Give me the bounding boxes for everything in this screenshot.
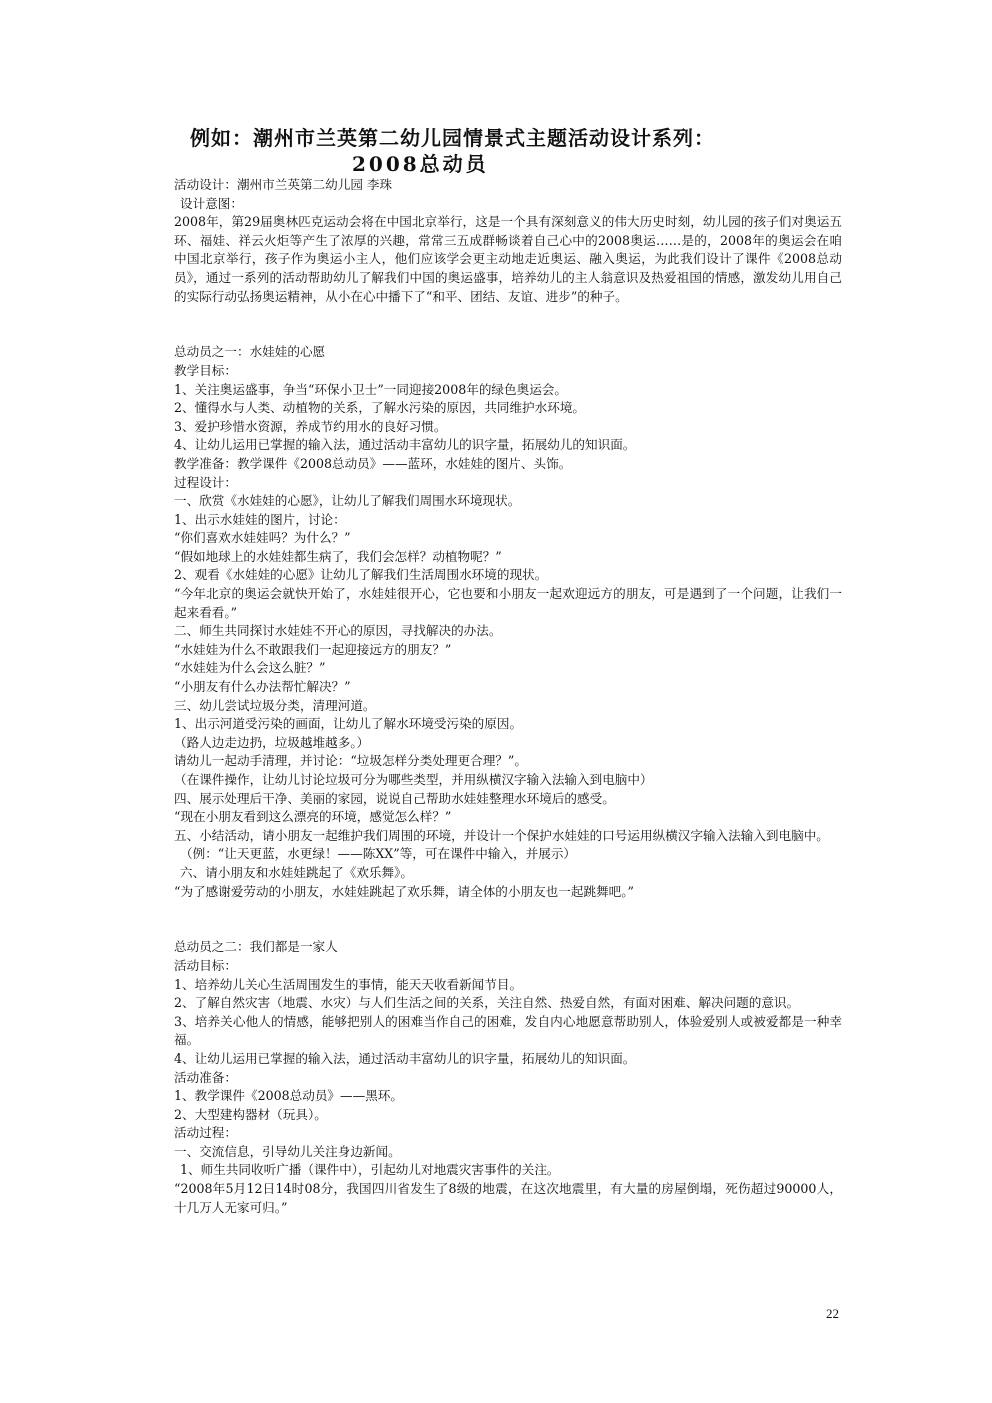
text-line: “今年北京的奥运会就快开始了，水娃娃很开心，它也要和小朋友一起欢迎远方的朋友，可是遇到了一个问题，让我们一起来看看。” — [174, 586, 842, 620]
text-line: “现在小朋友看到这么漂亮的环境，感觉怎么样？” — [174, 809, 452, 825]
document-title: 例如：潮州市兰英第二幼儿园情景式主题活动设计系列： — [190, 126, 715, 150]
text-line: 四、展示处理后干净、美丽的家园，说说自己帮助水娃娃整理水环境后的感受。 — [174, 790, 615, 806]
document-body — [150, 176, 842, 1217]
page-number: 22 — [826, 1306, 839, 1321]
designer-line: 活动设计：潮州市兰英第二幼儿园 李珠 — [174, 177, 393, 192]
document-subtitle: 2008总动员 — [352, 152, 489, 176]
text-line: 2、了解自然灾害（地震、水灾）与人们生活之间的关系，关注自然、热爱自然，有面对困难、解决问题的意识。 — [174, 995, 800, 1011]
text-line: “2008年5月12日14时08分，我国四川省发生了8级的地震，在这次地震里，有大量的房屋倒塌，死伤超过90000人，十几万人无家可归。” — [174, 1181, 842, 1215]
spacer — [150, 325, 842, 344]
spacer — [150, 920, 842, 939]
text-line: 请幼儿一起动手清理，并讨论：“垃圾怎样分类处理更合理？”。 — [174, 753, 527, 769]
text-line: 3、培养关心他人的情感，能够把别人的困难当作自己的困难，发自内心地愿意帮助别人，体验爱别人或被爱都是一种幸福。 — [174, 1013, 842, 1048]
text-line: “你们喜欢水娃娃吗？为什么？” — [174, 530, 351, 546]
section1-goals-heading: 教学目标： — [174, 362, 237, 378]
text-line: 2、大型建构器材（玩具）。 — [174, 1106, 327, 1122]
text-line: 六、请小朋友和水娃娃跳起了《欢乐舞》。 — [180, 864, 413, 880]
section1-goal: 2、懂得水与人类、动植物的关系，了解水污染的原因，共同维护水环境。 — [174, 400, 586, 416]
text-line: “为了感谢爱劳动的小朋友，水娃娃跳起了欢乐舞，请全体的小朋友也一起跳舞吧。” — [174, 883, 634, 899]
section1-title: 总动员之一：水娃娃的心愿 — [174, 344, 326, 360]
text-line: “假如地球上的水娃娃都生病了，我们会怎样？动植物呢？” — [174, 548, 502, 564]
spacer — [150, 901, 842, 920]
text-line: （例：“让天更蓝，水更绿！——陈XX”等，可在课件中输入，并展示） — [180, 846, 577, 862]
text-line: 三、幼儿尝试垃圾分类，清理河道。 — [174, 697, 376, 713]
text-line: 1、教学课件《2008总动员》——黑环。 — [174, 1088, 403, 1104]
text-line: 2、观看《水娃娃的心愿》让幼儿了解我们生活周围水环境的现状。 — [174, 567, 548, 583]
text-line: 二、师生共同探讨水娃娃不开心的原因，寻找解决的办法。 — [174, 623, 502, 639]
text-line: （在课件操作，让幼儿讨论垃圾可分为哪些类型，并用纵横汉字输入法输入到电脑中） — [174, 772, 653, 787]
section1-prep: 教学准备：教学课件《2008总动员》——蓝环，水娃娃的图片、头饰。 — [174, 455, 572, 471]
text-line: “水娃娃为什么会这么脏？” — [174, 660, 326, 676]
section1-process-heading: 过程设计： — [174, 474, 237, 490]
text-line: 活动过程： — [174, 1125, 237, 1141]
section1-goal: 1、关注奥运盛事，争当“环保小卫士”一同迎接2008年的绿色奥运会。 — [174, 381, 567, 397]
text-line: 一、交流信息，引导幼儿关注身边新闻。 — [174, 1143, 401, 1159]
text-line: 1、培养幼儿关心生活周围发生的事情，能天天收看新闻节目。 — [174, 976, 523, 992]
intent-heading: 设计意图： — [180, 195, 243, 211]
section1-goal: 3、爱护珍惜水资源，养成节约用水的良好习惯。 — [174, 418, 447, 434]
text-line: 1、师生共同收听广播（课件中），引起幼儿对地震灾害事件的关注。 — [180, 1162, 560, 1178]
text-line: “水娃娃为什么不敢跟我们一起迎接远方的朋友？” — [174, 641, 452, 657]
text-line: 活动准备： — [174, 1069, 237, 1085]
text-line: “小朋友有什么办法帮忙解决？” — [174, 679, 351, 695]
section1-goal: 4、让幼儿运用已掌握的输入法，通过活动丰富幼儿的识字量，拓展幼儿的知识面。 — [174, 437, 636, 453]
text-line: （路人边走边扔，垃圾越堆越多。） — [174, 734, 370, 750]
section1-process-lines — [150, 492, 842, 901]
text-line: 一、欣赏《水娃娃的心愿》，让幼儿了解我们周围水环境现状。 — [174, 493, 521, 509]
text-line: 4、让幼儿运用已掌握的输入法，通过活动丰富幼儿的识字量，拓展幼儿的知识面。 — [174, 1050, 636, 1066]
section2-goals-heading: 活动目标： — [174, 957, 237, 973]
text-line: 五、小结活动，请小朋友一起维护我们周围的环境，并设计一个保护水娃娃的口号运用纵横汉字输入法输入到电脑中。 — [174, 827, 829, 843]
intent-paragraph: 2008年，第29届奥林匹克运动会将在中国北京举行，这是一个具有深刻意义的伟大历史时刻，幼儿园的孩子们对奥运五环、福娃、祥云火炬等产生了浓厚的兴趣，常常三五成群畅谈着自己心中的2008奥运……是的，2008年的奥运会在咱中国北京举行，孩子作为奥运小主人，他们应该学会更主动地走近奥运、融入奥运，为此我们设计了课件《2008总动员》，通过一系列的活动帮助幼儿了解我们中国的奥运盛事，培养幼儿的主人翁意识及热爱祖国的情感，激发幼儿用自己的实际行动弘扬奥运精神，从小在心中播下了“和平、团结、友谊、进步”的种子。 — [174, 214, 842, 304]
text-line: 1、出示水娃娃的图片，讨论： — [174, 511, 346, 527]
section2-lines — [150, 976, 842, 1218]
spacer — [150, 306, 842, 325]
text-line: 1、出示河道受污染的画面，让幼儿了解水环境受污染的原因。 — [174, 716, 523, 732]
section2-title: 总动员之二：我们都是一家人 — [174, 939, 338, 955]
